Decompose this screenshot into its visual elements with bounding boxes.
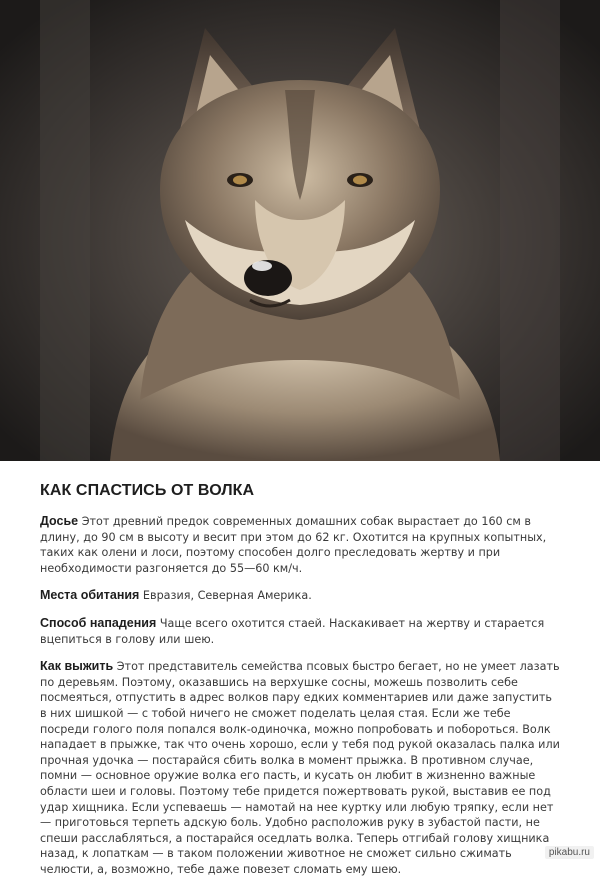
site-watermark: pikabu.ru [545,846,594,859]
section-attack [40,616,560,647]
section-text: Этот представитель семейства псовых быстро бегает, но не умеет лазать по деревьям. Поэтому, оказавшись на верхушке сосны, можешь позволить себе посмеяться, отпустить в адрес волков пару едких комментариев или даже запустить в них шишкой — с тобой ничего не сможет поделать целая стая. Если же тебе посреди голого поля попался волк-одиночка, можно попробовать и побороться. Волк нападает в прыжке, так что очень хорошо, если у тебя под рукой оказалась палка или прочная удочка — постарайся сбить волка в момент прыжка. В противном случае, помни — основное оружие волка его пасть, и кусать он любит в жизненно важные области шеи и головы. Поэтому тебе придется пожертвовать рукой, выставив ее под удар хищника. Если успеваешь — намотай на нее куртку или любую тряпку, если нет — приготовься терпеть адскую боль. Удобно расположив руку в зубастой пасти, не спеши расслабляться, а постарайся оседлать волка. Теперь отгибай голову хищника назад, к лопаткам — в таком положении животное не сможет сильно сжимать челюсти, а, возможно, тебе даже повезет сломать ему шею. [40,660,560,876]
section-text: Евразия, Северная Америка. [142,589,312,603]
section-label: Как выжить [40,659,114,674]
section-dossier [40,514,560,576]
section-label: Досье [40,514,79,528]
section-text: Этот древний предок современных домашних собак вырастает до 160 см в длину, до 90 см в высоту и весит при этом до 62 кг. Охотится на крупных копытных, таких как олени и лоси, поэтому способен долго преследовать жертву и при необходимости разгоняется до 55—60 км/ч. [40,515,547,575]
article [40,480,560,889]
section-label: Места обитания [40,588,140,603]
article-title: КАК СПАСТИСЬ ОТ ВОЛКА [40,482,255,499]
section-text: Чаще всего охотится стаей. Наскакивает на жертву и старается вцепиться в голову или шею. [40,616,545,646]
section-survive [40,659,560,877]
section-habitat [40,588,560,604]
section-label: Способ нападения [40,615,157,630]
